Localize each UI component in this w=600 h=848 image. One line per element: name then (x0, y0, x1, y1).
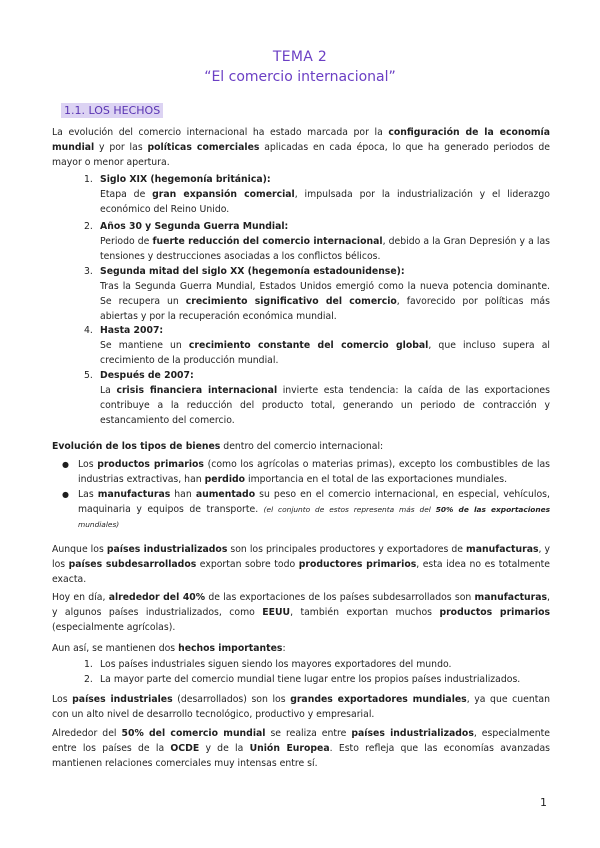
list-item: ● Los productos primarios (como los agrícolas o materias primas), excepto los combustibles de las industrias extractivas, han perdido importancia en el total de las exportaciones mundiales. (62, 459, 550, 485)
list-item: 2. La mayor parte del comercio mundial tiene lugar entre los propios países industrializados. (84, 674, 521, 685)
paragraph: Alrededor del 50% del comercio mundial se realiza entre países industrializados, especialmente entre los países de la OCDE y de la Unión Europea. Esto refleja que las economías avanzadas mantienen relaciones comerciales muy intensas entre sí. (52, 728, 551, 769)
bullet-icon: ● (62, 460, 69, 469)
page-number: 1 (540, 796, 547, 809)
list-item: 2. Años 30 y Segunda Guerra Mundial: Periodo de fuerte reducción del comercio internacional, debido a la Gran Depresión y a las tensiones y destrucciones asociadas a los conflictos bélicos. (84, 221, 550, 262)
page-title: TEMA 2 (272, 49, 328, 65)
goods-heading: Evolución de los tipos de bienes dentro del comercio internacional: (52, 441, 384, 452)
section-heading: 1.1. LOS HECHOS (61, 103, 163, 118)
list-item: 4. Hasta 2007: Se mantiene un crecimiento constante del comercio global, que incluso supera al crecimiento de la producción mundial. (84, 325, 550, 366)
list-item: ● Las manufacturas han aumentado su peso en el comercio internacional, en especial, vehículos, maquinaria y equipos de transporte. (el conjunto de estos representa más del 50% de las exportaciones mundiales) (62, 489, 551, 529)
page-subtitle: “El comercio internacional” (204, 69, 396, 85)
paragraph: Los países industriales (desarrollados) son los grandes exportadores mundiales, ya que cuentan con un alto nivel de desarrollo tecnológico, productivo y empresarial. (52, 694, 551, 720)
list-item: 1. Siglo XIX (hegemonía británica): Etapa de gran expansión comercial, impulsada por la industrialización y el liderazgo económico del Reino Unido. (84, 174, 550, 215)
list-item: 3. Segunda mitad del siglo XX (hegemonía estadounidense): Tras la Segunda Guerra Mundial, Estados Unidos emergió como la nueva potencia dominante. Se recupera un crecimiento significativo del comercio, favorecido por políticas más abiertas y por la recuperación económica mundial. (84, 266, 550, 322)
intro-paragraph: La evolución del comercio internacional ha estado marcada por la configuración de la economía mundial y por las políticas comerciales aplicadas en cada época, lo que ha generado periodos de mayor o menor apertura. (52, 127, 550, 168)
paragraph: Hoy en día, alrededor del 40% de las exportaciones de los países subdesarrollados son manufacturas, y algunos países industrializados, como EEUU, también exportan muchos productos primarios (especialmente agrícolas). (52, 592, 551, 633)
list-item: 1. Los países industriales siguen siendo los mayores exportadores del mundo. (84, 659, 452, 670)
paragraph: Aun así, se mantienen dos hechos importantes: (52, 643, 286, 654)
paragraph: Aunque los países industrializados son los principales productores y exportadores de manufacturas, y los países subdesarrollados exportan sobre todo productores primarios, esta idea no es totalmente exacta. (52, 544, 550, 585)
list-item: 5. Después de 2007: La crisis financiera internacional invierte esta tendencia: la caída de las exportaciones contribuye a la reducción del producto total, generando un periodo de contracción y estancamiento del comercio. (84, 370, 550, 426)
bullet-icon: ● (62, 490, 69, 499)
